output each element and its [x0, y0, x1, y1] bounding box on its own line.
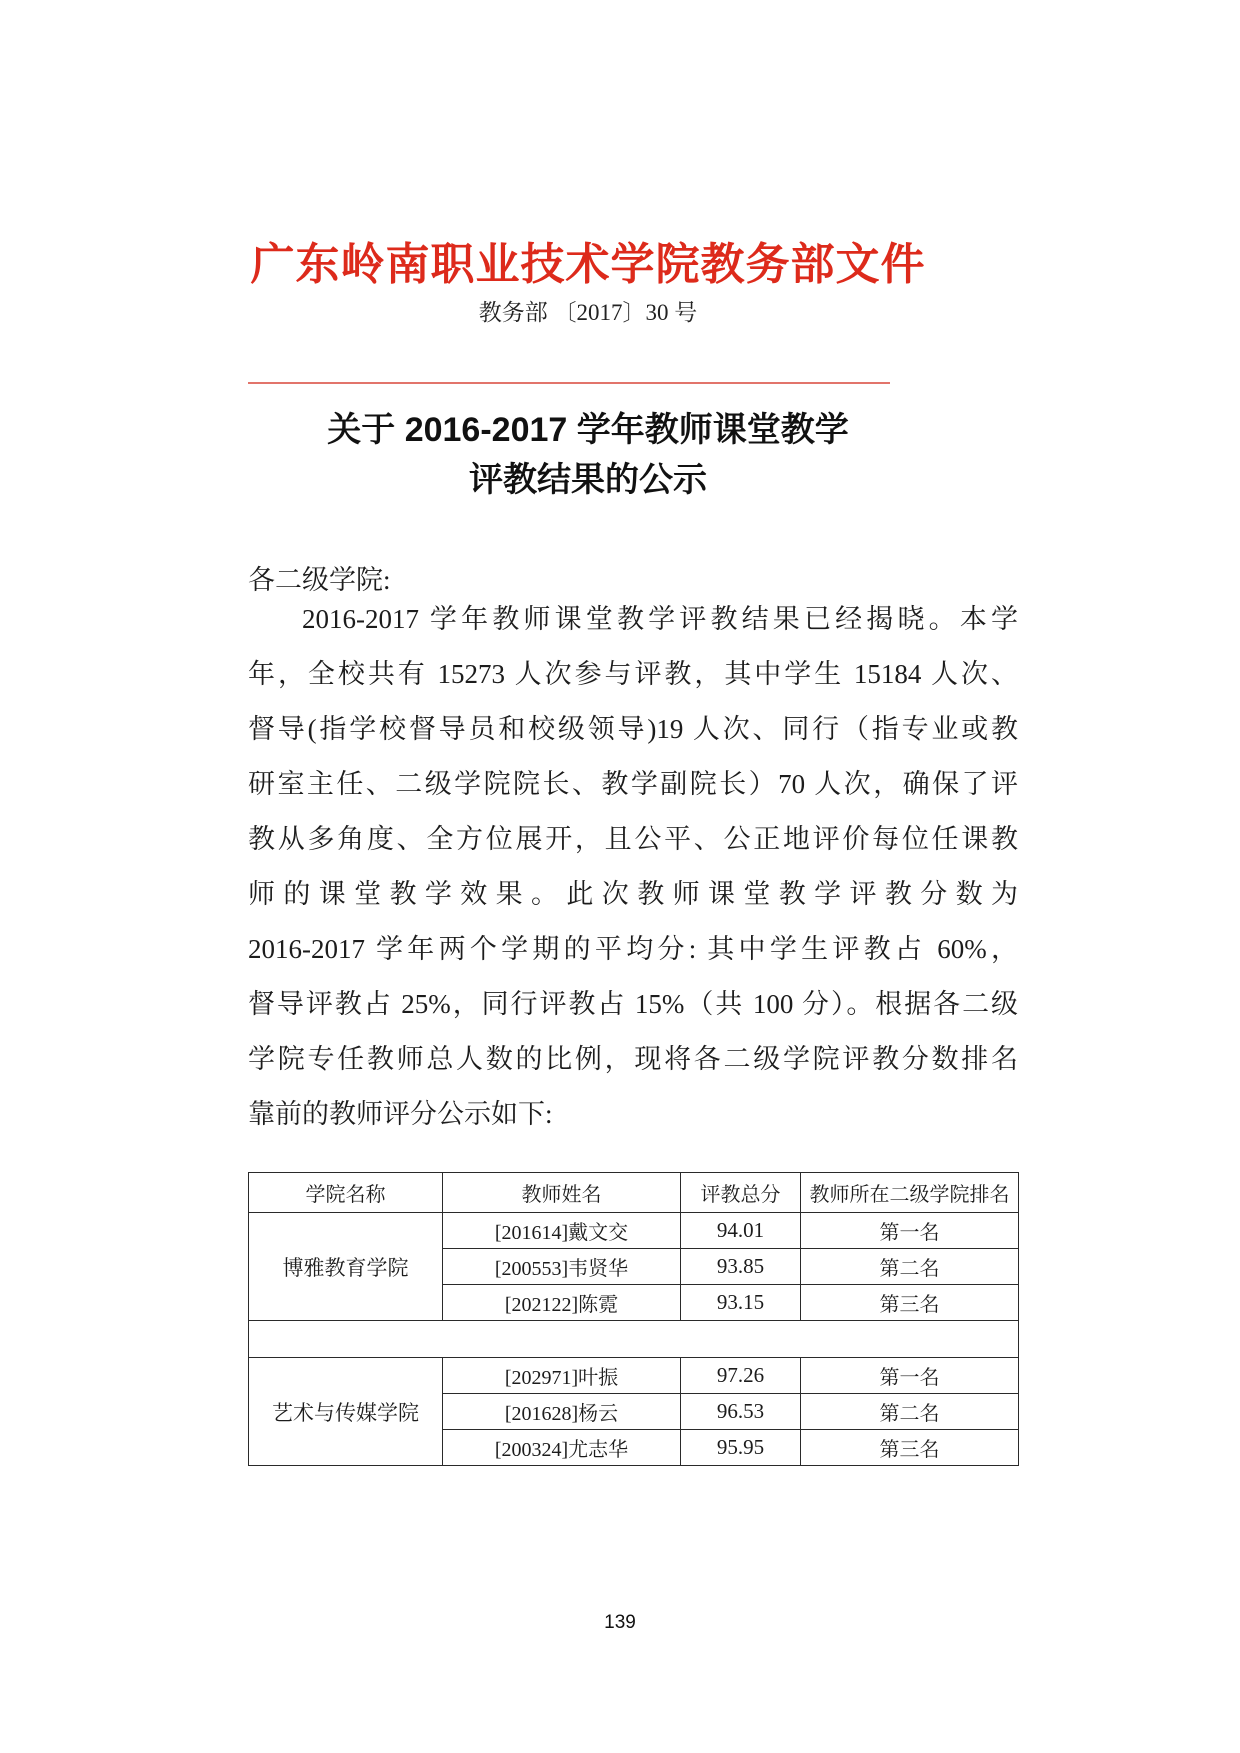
body-line: 年，全校共有 15273 人次参与评教，其中学生 15184 人次、	[248, 659, 1018, 689]
body-line: 学院专任教师总人数的比例，现将各二级学院评教分数排名	[248, 1044, 1018, 1074]
score-cell: 96.53	[681, 1394, 801, 1430]
body-line: 2016-2017 学年教师课堂教学评教结果已经揭晓。本学	[302, 604, 1018, 634]
doc-title-line2: 评教结果的公示	[469, 461, 707, 499]
header-rank: 教师所在二级学院排名	[801, 1173, 1019, 1213]
score-cell: 95.95	[681, 1430, 801, 1466]
score-cell: 97.26	[681, 1358, 801, 1394]
body-line: 师的课堂教学效果。此次教师课堂教学评教分数为	[248, 879, 1018, 909]
letterhead-red-rule	[248, 382, 890, 384]
teacher-cell: [200553]韦贤华	[443, 1249, 681, 1285]
body-line: 教从多角度、全方位展开，且公平、公正地评价每位任课教	[248, 824, 1018, 854]
teacher-cell: [202971]叶振	[443, 1358, 681, 1394]
header-teacher: 教师姓名	[443, 1173, 681, 1213]
teacher-cell: [202122]陈霓	[443, 1285, 681, 1321]
body-line: 督导(指学校督导员和校级领导)19 人次、同行（指专业或教	[248, 714, 1018, 744]
salutation: 各二级学院:	[248, 565, 391, 595]
rank-cell: 第二名	[801, 1249, 1019, 1285]
body-line: 研室主任、二级学院院长、教学副院长）70 人次，确保了评	[248, 769, 1018, 799]
separator-cell	[249, 1321, 1019, 1358]
page-number: 139	[604, 1612, 636, 1633]
body-line: 靠前的教师评分公示如下:	[248, 1099, 553, 1129]
rank-cell: 第一名	[801, 1213, 1019, 1249]
score-cell: 93.15	[681, 1285, 801, 1321]
table-separator-row	[249, 1321, 1019, 1358]
table-header-row	[249, 1173, 1019, 1213]
body-paragraph	[248, 592, 1018, 1142]
table-row	[249, 1358, 1019, 1394]
rank-cell: 第三名	[801, 1430, 1019, 1466]
rank-cell: 第二名	[801, 1394, 1019, 1430]
rank-cell: 第一名	[801, 1358, 1019, 1394]
score-cell: 94.01	[681, 1213, 801, 1249]
college-cell: 艺术与传媒学院	[249, 1358, 443, 1466]
teacher-cell: [201628]杨云	[443, 1394, 681, 1430]
college-cell: 博雅教育学院	[249, 1213, 443, 1321]
table-row	[249, 1213, 1019, 1249]
letterhead-doc-number: 教务部 〔2017〕30 号	[478, 300, 698, 325]
rank-cell: 第三名	[801, 1285, 1019, 1321]
doc-title-line1: 关于 2016-2017 学年教师课堂教学	[327, 411, 849, 449]
header-score: 评教总分	[681, 1173, 801, 1213]
document-content	[248, 0, 1018, 1753]
body-line: 2016-2017 学年两个学期的平均分: 其中学生评教占 60%，	[248, 934, 1018, 964]
body-line: 督导评教占 25%，同行评教占 15%（共 100 分）。根据各二级	[248, 989, 1018, 1019]
header-college: 学院名称	[249, 1173, 443, 1213]
teacher-cell: [201614]戴文交	[443, 1213, 681, 1249]
teacher-cell: [200324]尤志华	[443, 1430, 681, 1466]
score-cell: 93.85	[681, 1249, 801, 1285]
letterhead-org-title: 广东岭南职业技术学院教务部文件	[250, 240, 926, 289]
results-table	[248, 1172, 1019, 1466]
